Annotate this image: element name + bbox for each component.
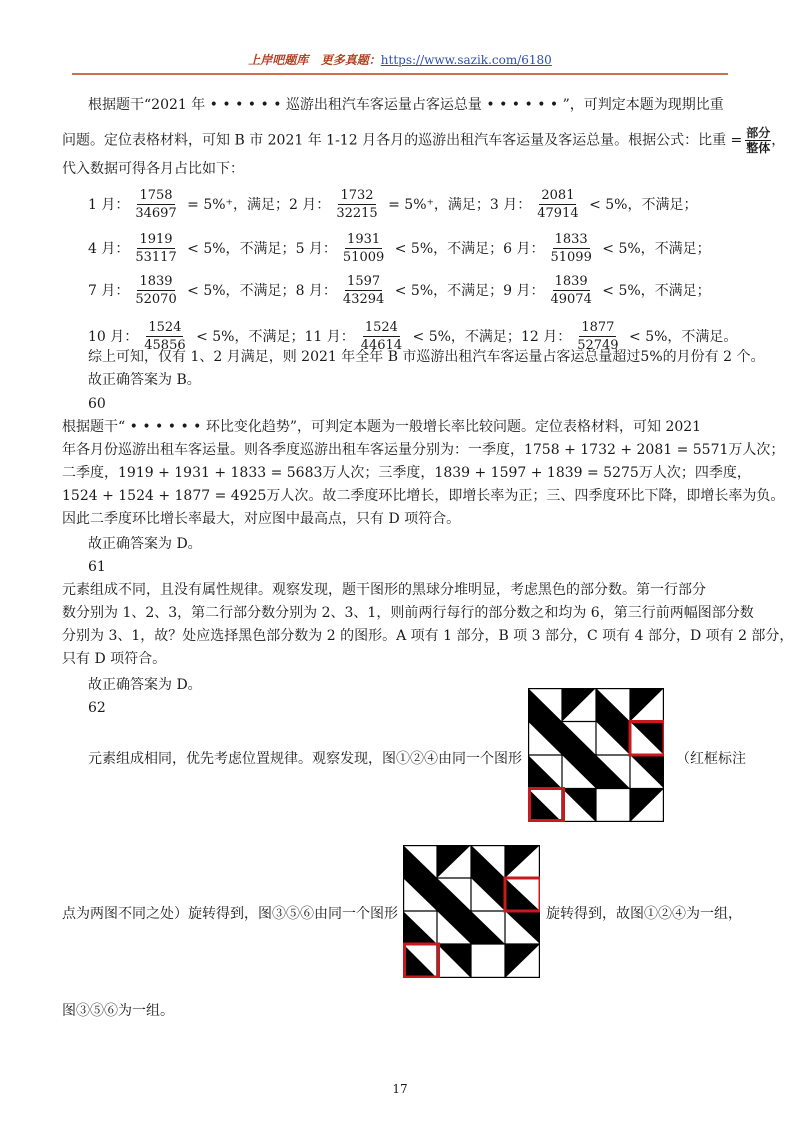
fraction-denominator: 44614	[360, 337, 403, 353]
q59-line-2: 问题。定位表格材料，可知 B 市 2021 年 1-12 月各月的巡游出租汽车客运量及客运总量。根据公式：比重 = 部分 整体 ，	[62, 126, 786, 155]
ratio-comparison: = 5%⁺，	[383, 197, 448, 213]
ratio-result: 不满足；	[447, 241, 504, 257]
fraction-numerator: 2081	[541, 187, 575, 203]
q62-figure-two	[403, 845, 540, 978]
ratio-fraction	[334, 187, 379, 222]
q60-line-1: 根据题干“ • • • • • • 环比变化趋势”，可判定本题为一般增长率比较问题。定位表格材料，可知 2021	[62, 419, 702, 435]
q60-line-3: 二季度，1919 + 1931 + 1833 = 5683万人次；三季度，1839 + 1597 + 1839 = 5275万人次；四季度，	[62, 465, 751, 481]
ratio-result: 不满足；	[641, 197, 698, 213]
ratio-result: 不满足。	[681, 329, 738, 345]
ratio-result: 不满足；	[447, 283, 504, 299]
fraction-numerator: 1931	[347, 231, 381, 247]
ratio-comparison: < 5%，	[182, 241, 240, 257]
fraction-denominator: 52749	[577, 337, 619, 353]
fraction-numerator: 1833	[554, 231, 588, 247]
month-label: 3 月：	[489, 197, 532, 213]
q61-answer: 故正确答案为 D。	[88, 677, 202, 693]
fraction-numerator: 1524	[148, 319, 182, 335]
fraction-denominator: 43294	[342, 291, 385, 307]
fraction-numerator: 1877	[581, 319, 615, 335]
ratio-comparison: < 5%，	[408, 329, 465, 345]
fraction-denominator: 53117	[135, 249, 177, 265]
header-label: 更多真题：	[320, 53, 381, 67]
ratio-fraction	[133, 273, 178, 308]
header-divider	[72, 73, 728, 75]
ratio-fraction	[535, 187, 580, 222]
ratio-fraction	[133, 187, 178, 222]
ratio-comparison: = 5%⁺，	[182, 197, 247, 213]
q60-line-2: 年各月份巡游出租车客运量。则各季度巡游出租车客运量分别为：一季度，1758 + 1732 + 2081 = 5571万人次；	[62, 442, 785, 458]
q62-text-e: 图③⑤⑥为一组。	[62, 1003, 174, 1019]
ratio-result: 不满足；	[248, 329, 305, 345]
fraction-numerator: 1839	[139, 273, 173, 289]
q61-line-1: 元素组成不同，且没有属性规律。观察发现，题干图形的黑球分堆明显，考虑黑色的部分数。第一行部分	[62, 582, 706, 598]
page-number: 17	[392, 1082, 408, 1096]
ratio-result: 满足；	[447, 197, 490, 213]
ratio-comparison: < 5%，	[390, 241, 448, 257]
ratio-comparison: < 5%，	[182, 283, 240, 299]
q62-number: 62	[88, 700, 106, 716]
ratio-fraction	[341, 273, 386, 308]
monthly-ratio-row	[88, 182, 697, 226]
fraction-denominator: 51009	[342, 249, 385, 265]
ratio-result: 不满足；	[464, 329, 521, 345]
month-label: 11 月：	[304, 329, 355, 345]
q61-number: 61	[88, 559, 106, 575]
q59-line-1: 根据题干“2021 年 • • • • • • 巡游出租汽车客运量占客运总量 • • • • • • ”，可判定本题为现期比重	[88, 97, 724, 113]
ratio-comparison: < 5%，	[597, 283, 655, 299]
q59-answer: 故正确答案为 B。	[88, 372, 201, 388]
q60-number: 60	[88, 396, 106, 412]
ratio-result: 不满足；	[239, 241, 296, 257]
fraction-denominator: 32215	[336, 205, 378, 221]
q59-summary: 综上可知，仅有 1、2 月满足，则 2021 年全年 B 市巡游出租汽车客运量占客运总量超过5%的月份有 2 个。	[88, 349, 765, 365]
ratio-comparison: < 5%，	[624, 329, 682, 345]
month-label: 6 月：	[503, 241, 545, 257]
ratio-result: 不满足；	[239, 283, 296, 299]
header-brand: 上岸吧题库	[248, 53, 309, 67]
q60-line-5: 因此二季度环比增长率最大，对应图中最高点，只有 D 项符合。	[62, 511, 461, 527]
fraction-denominator: 51099	[550, 249, 592, 265]
ratio-formula: 部分 整体	[746, 126, 771, 155]
q62-text-b: （红框标注	[676, 751, 746, 767]
month-label: 9 月：	[503, 283, 545, 299]
q62-text-c: 点为两图不同之处）旋转得到，图③⑤⑥由同一个图形	[62, 906, 398, 922]
ratio-comparison: < 5%，	[597, 241, 655, 257]
ratio-comparison: < 5%，	[584, 197, 642, 213]
q62-text-d: 旋转得到，故图①②④为一组，	[546, 906, 742, 922]
month-label: 2 月：	[288, 197, 331, 213]
page-header	[0, 51, 800, 68]
month-label: 8 月：	[295, 283, 337, 299]
month-label: 12 月：	[520, 329, 572, 345]
ratio-fraction	[548, 273, 593, 308]
fraction-denominator: 52070	[135, 291, 177, 307]
q59-line-3: 代入数据可得各月占比如下：	[62, 161, 244, 177]
ratio-fraction	[548, 231, 593, 266]
q62-figure-one	[528, 688, 664, 822]
monthly-ratio-row	[88, 226, 711, 270]
q61-line-2: 数分别为 1、2、3，第二行部分数分别为 2、3、1，则前两行每行的部分数之和均为 6，第三行前两幅图部分数	[62, 605, 754, 621]
fraction-numerator: 1758	[139, 187, 173, 203]
fraction-numerator: 1919	[139, 231, 173, 247]
ratio-comparison: < 5%，	[390, 283, 448, 299]
month-label: 4 月：	[88, 241, 130, 257]
ratio-result: 满足；	[246, 197, 289, 213]
q62-text-a: 元素组成相同，优先考虑位置规律。观察发现，图①②④由同一个图形	[88, 751, 522, 767]
fraction-numerator: 1524	[364, 319, 398, 335]
monthly-ratio-row	[88, 268, 711, 312]
fraction-denominator: 49074	[550, 291, 592, 307]
month-label: 10 月：	[88, 329, 139, 345]
header-url-link[interactable]: https://www.sazik.com/6180	[380, 53, 552, 67]
fraction-numerator: 1597	[347, 273, 381, 289]
fraction-denominator: 47914	[537, 205, 579, 221]
ratio-fraction	[341, 231, 386, 266]
ratio-fraction	[133, 231, 178, 266]
fraction-denominator: 34697	[135, 205, 177, 221]
month-label: 5 月：	[295, 241, 337, 257]
month-label: 7 月：	[88, 283, 130, 299]
q60-line-4: 1524 + 1524 + 1877 = 4925万人次。故二季度环比增长，即增长率为正；三、四季度环比下降，即增长率为负。	[62, 488, 785, 504]
q61-line-3: 分别为 3、1，故？处应选择黑色部分数为 2 的图形。A 项有 1 部分，B 项 3 部分，C 项有 4 部分，D 项有 2 部分，	[62, 628, 794, 644]
ratio-result: 不满足；	[654, 283, 711, 299]
ratio-comparison: < 5%，	[191, 329, 249, 345]
q60-answer: 故正确答案为 D。	[88, 536, 202, 552]
month-label: 1 月：	[88, 197, 130, 213]
q61-line-4: 只有 D 项符合。	[62, 651, 167, 667]
ratio-result: 不满足；	[654, 241, 711, 257]
fraction-denominator: 45856	[144, 337, 186, 353]
fraction-numerator: 1839	[554, 273, 588, 289]
fraction-numerator: 1732	[340, 187, 374, 203]
